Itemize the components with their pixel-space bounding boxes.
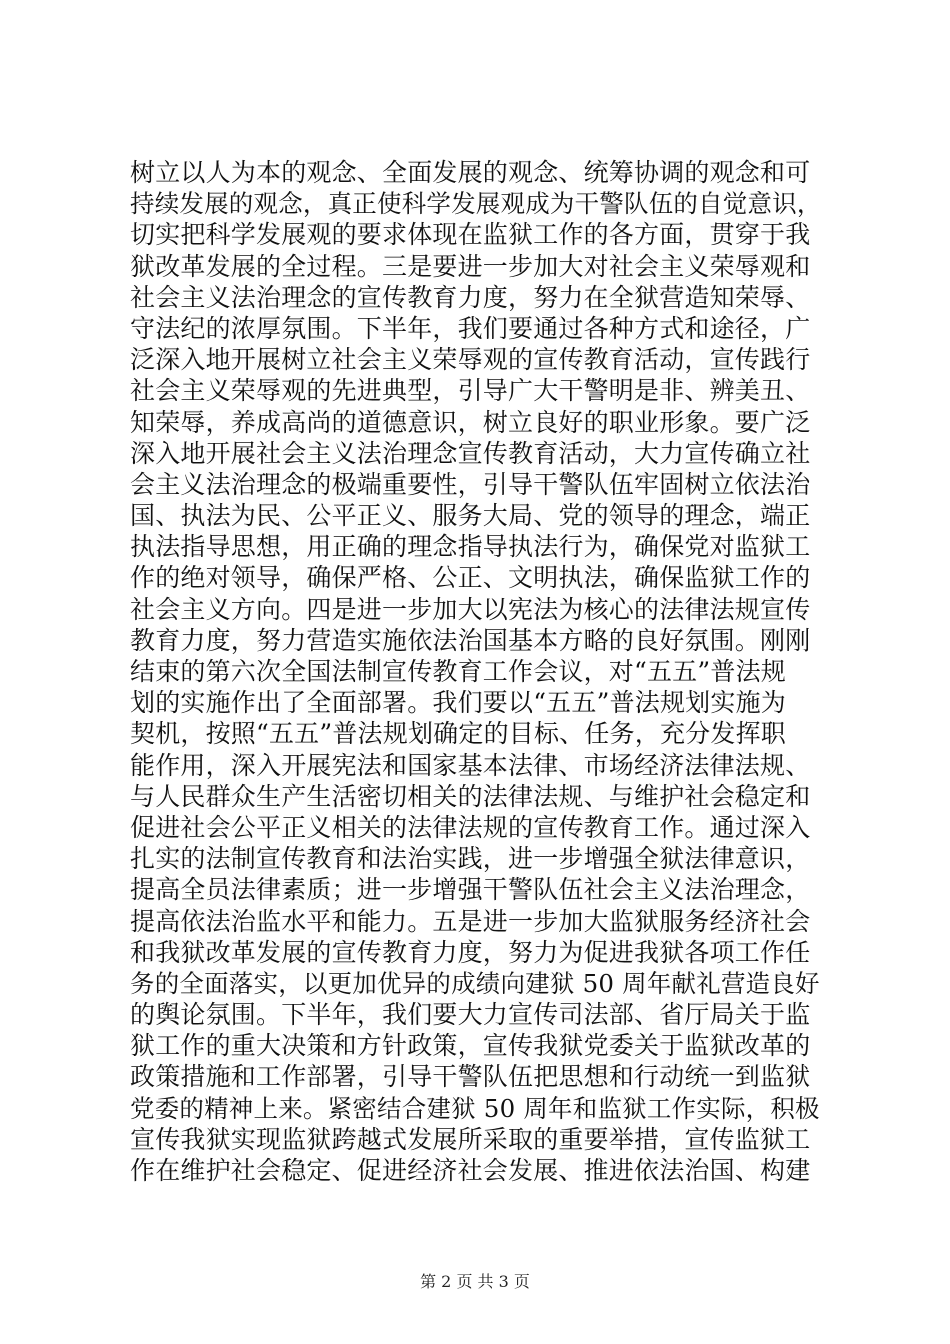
text-line: 提高依法治监水平和能力。五是进一步加大监狱服务经济社会 (130, 906, 811, 936)
text-line: 社会主义荣辱观的先进典型，引导广大干警明是非、辨美丑、 (130, 376, 811, 406)
text-line: 作在维护社会稳定、促进经济社会发展、推进依法治国、构建 (130, 1156, 811, 1185)
text-line: 社会主义法治理念的宣传教育力度，努力在全狱营造知荣辱、 (130, 282, 811, 312)
text-line: 扎实的法制宣传教育和法治实践，进一步增强全狱法律意识， (130, 844, 811, 874)
text-line: 教育力度，努力营造实施依法治国基本方略的良好氛围。刚刚 (130, 625, 811, 655)
text-line: 党委的精神上来。紧密结合建狱 50 周年和监狱工作实际，积极 (130, 1093, 820, 1123)
text-line: 提高全员法律素质；进一步增强干警队伍社会主义法治理念， (130, 875, 811, 905)
text-line: 社会主义方向。四是进一步加大以宪法为核心的法律法规宣传 (130, 594, 811, 624)
text-line: 划的实施作出了全面部署。我们要以“五五”普法规划实施为 (130, 688, 786, 718)
text-line: 树立以人为本的观念、全面发展的观念、统筹协调的观念和可 (130, 158, 811, 187)
text-line: 狱工作的重大决策和方针政策，宣传我狱党委关于监狱改革的 (130, 1031, 811, 1061)
text-line: 国、执法为民、公平正义、服务大局、党的领导的理念，端正 (130, 501, 811, 531)
text-line: 会主义法治理念的极端重要性，引导干警队伍牢固树立依法治 (130, 469, 811, 499)
text-line: 泛深入地开展树立社会主义荣辱观的宣传教育活动，宣传践行 (130, 345, 811, 375)
text-line: 的舆论氛围。下半年，我们要大力宣传司法部、省厅局关于监 (130, 1000, 811, 1030)
text-line: 切实把科学发展观的要求体现在监狱工作的各方面，贯穿于我 (130, 220, 811, 250)
text-line: 守法纪的浓厚氛围。下半年，我们要通过各种方式和途径，广 (130, 313, 811, 343)
text-line: 与人民群众生产生活密切相关的法律法规、与维护社会稳定和 (130, 781, 811, 811)
text-line: 务的全面落实，以更加优异的成绩向建狱 50 周年献礼营造良好 (130, 968, 820, 998)
text-line: 执法指导思想，用正确的理念指导执法行为，确保党对监狱工 (130, 532, 811, 562)
text-line: 政策措施和工作部署，引导干警队伍把思想和行动统一到监狱 (130, 1062, 811, 1092)
text-line: 知荣辱，养成高尚的道德意识，树立良好的职业形象。要广泛 (130, 407, 811, 437)
text-line: 促进社会公平正义相关的法律法规的宣传教育工作。通过深入 (130, 812, 811, 842)
text-line: 和我狱改革发展的宣传教育力度，努力为促进我狱各项工作任 (130, 937, 811, 967)
text-line: 宣传我狱实现监狱跨越式发展所采取的重要举措，宣传监狱工 (130, 1124, 811, 1154)
text-line: 狱改革发展的全过程。三是要进一步加大对社会主义荣辱观和 (130, 251, 811, 281)
text-line: 持续发展的观念，真正使科学发展观成为干警队伍的自觉意识， (130, 189, 822, 219)
text-line: 能作用，深入开展宪法和国家基本法律、市场经济法律法规、 (130, 750, 811, 780)
page-footer: 第 2 页 共 3 页 (420, 1272, 530, 1291)
body-text (130, 157, 830, 1186)
text-line: 结束的第六次全国法制宣传教育工作会议，对“五五”普法规 (130, 657, 786, 686)
text-line: 作的绝对领导，确保严格、公正、文明执法，确保监狱工作的 (130, 563, 811, 593)
text-line: 深入地开展社会主义法治理念宣传教育活动，大力宣传确立社 (130, 438, 811, 468)
text-line: 契机，按照“五五”普法规划确定的目标、任务，充分发挥职 (130, 719, 786, 749)
